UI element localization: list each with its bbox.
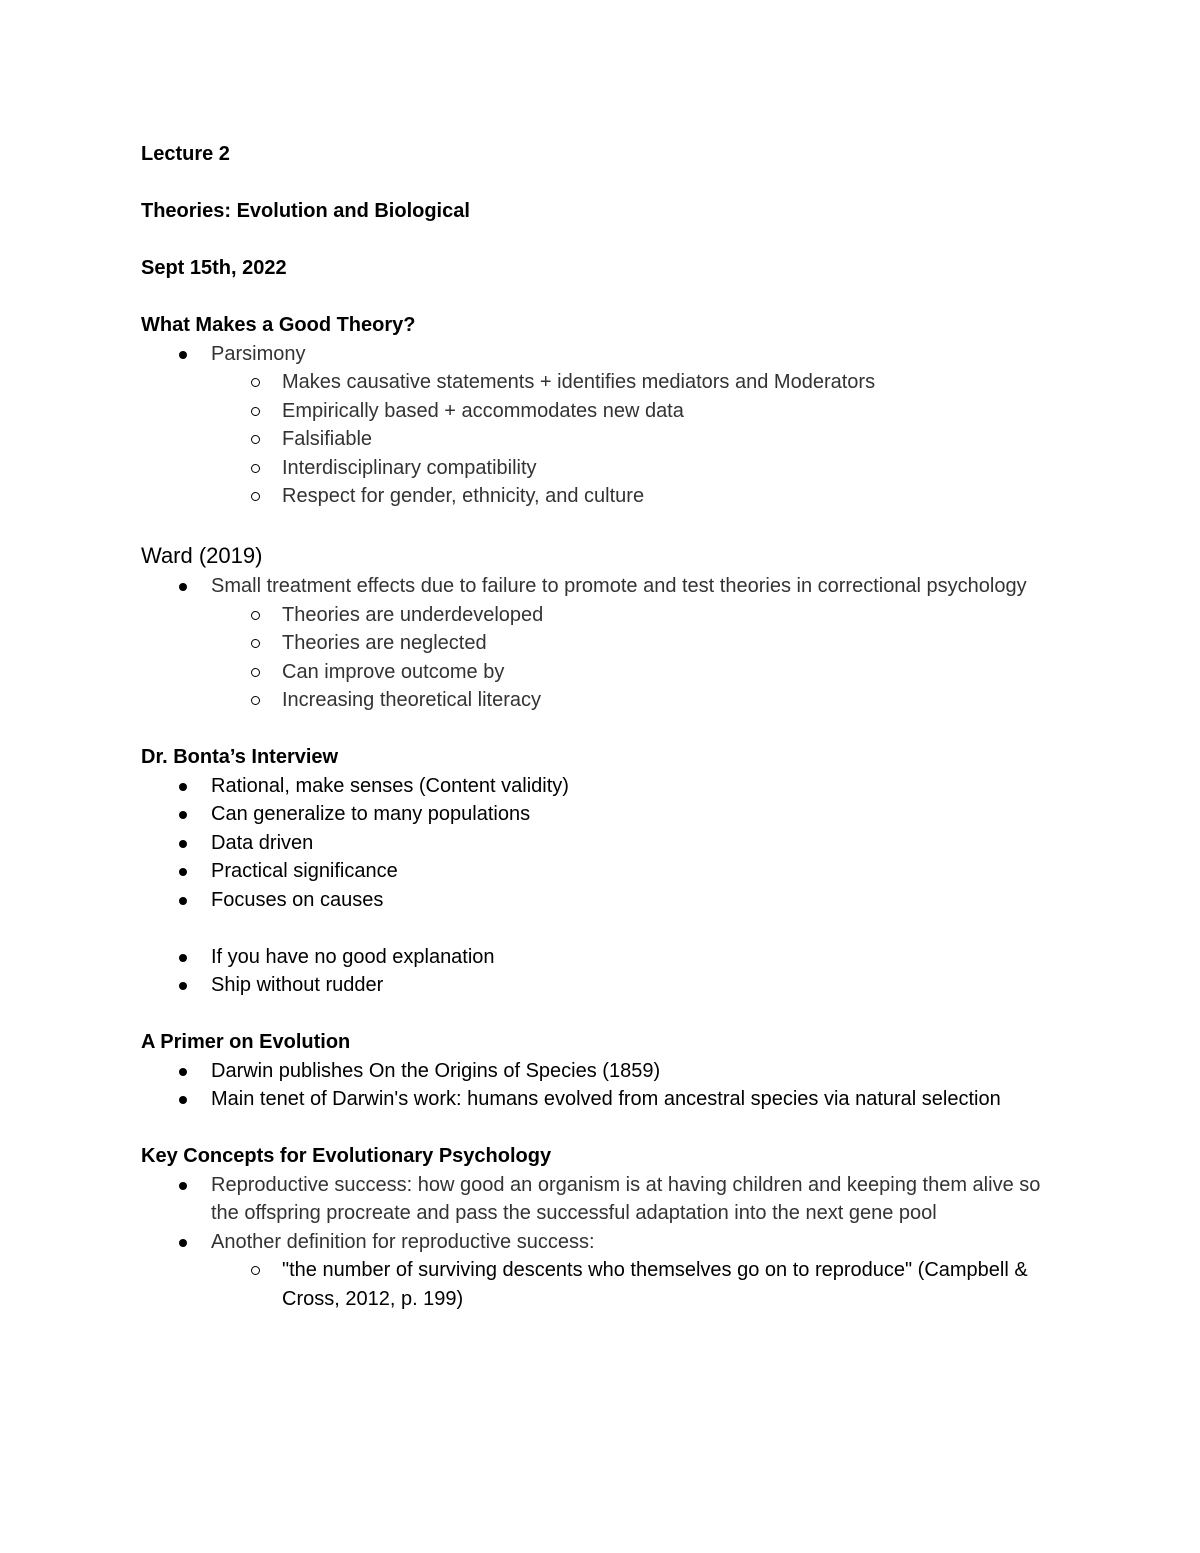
bullet-dot-icon: [179, 1182, 187, 1190]
sub-list-item: Makes causative statements + identifies mediators and Moderators: [141, 368, 1041, 397]
list-item: Darwin publishes On the Origins of Species (1859): [141, 1057, 1041, 1086]
doc-subtitle: Theories: Evolution and Biological: [141, 200, 470, 222]
bullet-ring-icon: [251, 435, 260, 444]
bullet-ring-icon: [251, 639, 260, 648]
bullet-ring-icon: [251, 492, 260, 501]
section-heading-key-concepts: Key Concepts for Evolutionary Psychology: [141, 1145, 552, 1167]
sub-list-item: Theories are underdeveloped: [141, 601, 1041, 630]
bullet-dot-icon: [179, 840, 187, 848]
bullet-dot-icon: [179, 982, 187, 990]
bullet-dot-icon: [179, 1239, 187, 1247]
ward-list: [141, 572, 1041, 715]
bullet-ring-icon: [251, 407, 260, 416]
list-item: Ship without rudder: [141, 971, 1041, 1000]
bullet-ring-icon: [251, 696, 260, 705]
list-item: Another definition for reproductive success:: [141, 1228, 1041, 1257]
list-item: If you have no good explanation: [141, 943, 1041, 972]
bullet-ring-icon: [251, 464, 260, 473]
sub-list-item: Empirically based + accommodates new data: [141, 397, 1041, 426]
bullet-dot-icon: [179, 583, 187, 591]
sub-list-item: Falsifiable: [141, 425, 1041, 454]
good-theory-list: [141, 340, 1041, 511]
bullet-dot-icon: [179, 1096, 187, 1104]
section-heading-bonta: Dr. Bonta’s Interview: [141, 746, 339, 768]
list-item: Main tenet of Darwin's work: humans evolved from ancestral species via natural selection: [141, 1085, 1041, 1114]
bullet-ring-icon: [251, 378, 260, 387]
section-heading-primer: A Primer on Evolution: [141, 1031, 351, 1053]
document-page: [141, 140, 1041, 1313]
bullet-dot-icon: [179, 897, 187, 905]
bullet-ring-icon: [251, 611, 260, 620]
bullet-ring-icon: [251, 1266, 260, 1275]
bullet-dot-icon: [179, 811, 187, 819]
bonta-list: [141, 772, 1041, 915]
section-heading-ward: Ward (2019): [141, 543, 263, 568]
section-heading-good-theory: What Makes a Good Theory?: [141, 314, 416, 336]
bullet-dot-icon: [179, 954, 187, 962]
doc-title: Lecture 2: [141, 143, 230, 165]
list-item: Small treatment effects due to failure to promote and test theories in correctional psychology: [141, 572, 1041, 601]
sub-list-item: Theories are neglected: [141, 629, 1041, 658]
sub-list-item: Interdisciplinary compatibility: [141, 454, 1041, 483]
bullet-dot-icon: [179, 868, 187, 876]
doc-date: Sept 15th, 2022: [141, 257, 287, 279]
list-item: Reproductive success: how good an organism is at having children and keeping them alive so the offspring procreate and pass the successful adaptation into the next gene pool: [141, 1171, 1041, 1228]
sub-list-item: "the number of surviving descents who themselves go on to reproduce" (Campbell & Cross, 2012, p. 199): [141, 1256, 1042, 1313]
sub-list-item: Can improve outcome by: [141, 658, 1041, 687]
bonta-list-2: [141, 943, 1041, 1000]
list-item: Data driven: [141, 829, 1041, 858]
bullet-dot-icon: [179, 783, 187, 791]
sub-list-item: Respect for gender, ethnicity, and culture: [141, 482, 1041, 511]
list-item: Parsimony: [141, 340, 1041, 369]
sub-list-item: Increasing theoretical literacy: [141, 686, 1041, 715]
list-item: Practical significance: [141, 857, 1041, 886]
bullet-dot-icon: [179, 351, 187, 359]
bullet-dot-icon: [179, 1068, 187, 1076]
list-item: Rational, make senses (Content validity): [141, 772, 1041, 801]
bullet-ring-icon: [251, 668, 260, 677]
key-concepts-list: [141, 1171, 1041, 1314]
list-item: Focuses on causes: [141, 886, 1041, 915]
list-item: Can generalize to many populations: [141, 800, 1041, 829]
primer-list: [141, 1057, 1041, 1114]
